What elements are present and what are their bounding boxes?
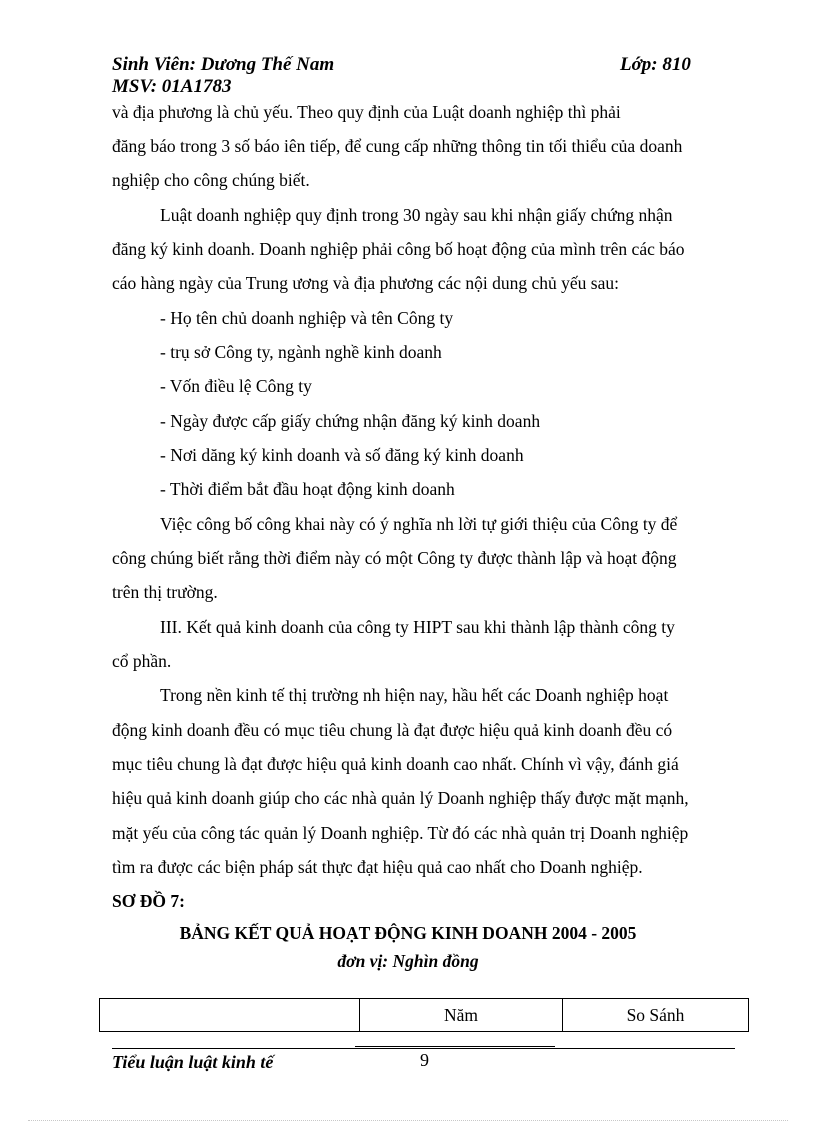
header-class: Lớp: 810 — [620, 54, 691, 75]
paragraph-line: Trong nền kinh tế thị trường nh hiện nay, hầu hết các Doanh nghiệp hoạt — [160, 685, 669, 705]
table-continuation-rule — [355, 1046, 555, 1047]
table-unit: đơn vị: Nghìn đồng — [337, 951, 479, 971]
paragraph-line: trên thị trường. — [112, 582, 218, 602]
table-header-cell: So Sánh — [563, 999, 749, 1032]
section-heading-line: III. Kết quả kinh doanh của công ty HIPT sau khi thành lập thành công ty — [160, 617, 675, 637]
table-header-cell: Năm — [360, 999, 563, 1032]
paragraph-line: đăng ký kinh doanh. Doanh nghiệp phải công bố hoạt động của mình trên các báo — [112, 239, 685, 259]
list-item: - Ngày được cấp giấy chứng nhận đăng ký kinh doanh — [160, 411, 541, 431]
header-student — [112, 54, 334, 76]
table-header-row — [100, 999, 749, 1032]
paragraph-line: đăng báo trong 3 số báo iên tiếp, để cung cấp những thông tin tối thiểu của doanh — [112, 136, 683, 156]
list-item: - Nơi dăng ký kinh doanh và số đăng ký kinh doanh — [160, 445, 524, 465]
table-title: BẢNG KẾT QUẢ HOẠT ĐỘNG KINH DOANH 2004 - 2005 — [179, 923, 637, 943]
list-item: - Thời điểm bắt đầu hoạt động kinh doanh — [160, 479, 455, 499]
header-msv: MSV: 01A1783 — [112, 76, 232, 97]
paragraph-line: hiệu quả kinh doanh giúp cho các nhà quản lý Doanh nghiệp thấy được mặt mạnh, — [112, 788, 689, 808]
paragraph-line: Luật doanh nghiệp quy định trong 30 ngày sau khi nhận giấy chứng nhận — [160, 205, 673, 225]
paragraph-line: và địa phương là chủ yếu. Theo quy định của Luật doanh nghiệp thì phải — [112, 102, 621, 122]
diagram-label: SƠ ĐỒ 7: — [112, 891, 185, 911]
paragraph-line: cáo hàng ngày của Trung ương và địa phương các nội dung chủ yếu sau: — [112, 273, 619, 293]
paragraph-line: động kinh doanh đều có mục tiêu chung là đạt được hiệu quả kinh doanh đều có — [112, 720, 673, 740]
paragraph-line: công chúng biết rằng thời điểm này có một Công ty được thành lập và hoạt động — [112, 548, 677, 568]
header-student-text: Sinh Viên: Dương Thế Nam — [112, 54, 335, 75]
list-item: - Họ tên chủ doanh nghiệp và tên Công ty — [160, 308, 454, 328]
page-number: 9 — [420, 1050, 429, 1070]
list-item: - trụ sở Công ty, ngành nghề kinh doanh — [160, 342, 442, 362]
footer-rule — [112, 1048, 735, 1049]
paragraph-line: mục tiêu chung là đạt được hiệu quả kinh doanh cao nhất. Chính vì vậy, đánh giá — [112, 754, 679, 774]
paragraph-line: Việc công bố công khai này có ý nghĩa nh lời tự giới thiệu của Công ty để — [160, 514, 678, 534]
paragraph-line: nghiệp cho công chúng biết. — [112, 170, 310, 190]
page-edge-dots — [28, 1120, 788, 1121]
paragraph-line: mặt yếu của công tác quản lý Doanh nghiệp. Từ đó các nhà quản trị Doanh nghiệp — [112, 823, 689, 843]
section-heading-line: cổ phần. — [112, 651, 172, 671]
paragraph-line: tìm ra được các biện pháp sát thực đạt hiệu quả cao nhất cho Doanh nghiệp. — [112, 857, 643, 877]
list-item: - Vốn điều lệ Công ty — [160, 376, 312, 396]
footer-title: Tiểu luận luật kinh tế — [112, 1052, 274, 1072]
table-header-cell — [100, 999, 360, 1032]
results-table — [99, 998, 749, 1032]
